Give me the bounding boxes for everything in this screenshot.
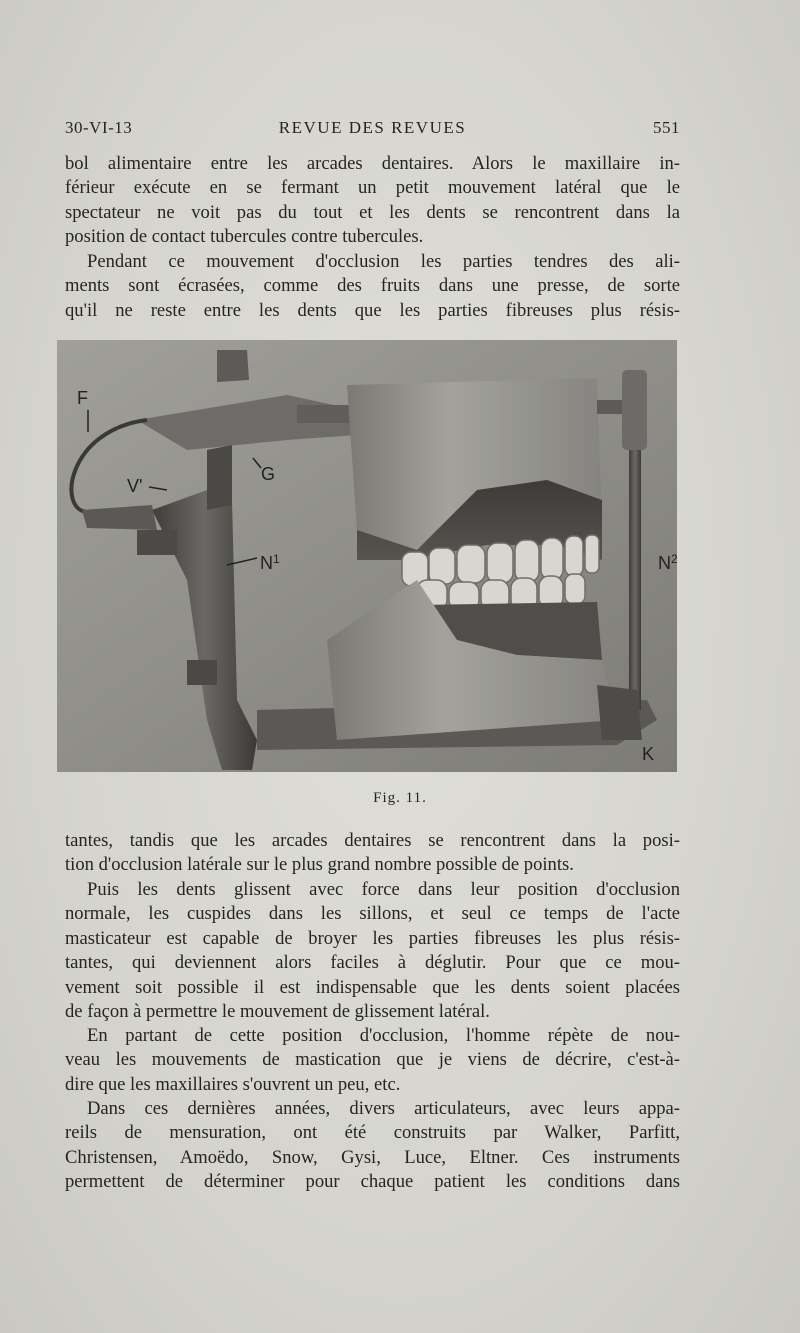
label-n1-letter: N <box>260 553 273 573</box>
text-line: position de contact tubercules contre tubercules. <box>65 226 424 248</box>
tooth <box>585 535 599 573</box>
tooth <box>457 545 485 583</box>
paragraph-2 <box>65 250 680 323</box>
text-line: vement soit possible il est indispensable que les dents soient placées <box>65 976 680 998</box>
text-line: qu'il ne reste entre les dents que les parties fibreuses plus résis- <box>65 299 680 321</box>
text-line: bol alimentaire entre les arcades dentaires. Alors le maxillaire in- <box>65 153 680 174</box>
text-line: Pendant ce mouvement d'occlusion les parties tendres des ali- <box>87 251 680 272</box>
page-number: 551 <box>653 118 680 137</box>
text-line: férieur exécute en se fermant un petit mouvement latéral que le <box>65 177 680 199</box>
text-line: permettent de déterminer pour chaque patient les conditions dans <box>65 1171 680 1193</box>
header-title: REVUE DES REVUES <box>278 118 467 137</box>
text-line: veau les mouvements de mastication que je viens de décrire, c'est-à- <box>65 1049 680 1071</box>
text-line: reils de mensuration, ont été construits par Walker, Parfitt, <box>65 1122 680 1144</box>
text-line: Christensen, Amoëdo, Snow, Gysi, Luce, Eltner. Ces instruments <box>65 1146 680 1168</box>
articulator-figure <box>57 340 677 772</box>
text-line: tion d'occlusion latérale sur le plus grand nombre possible de points. <box>65 854 574 876</box>
tooth <box>565 536 583 576</box>
rod-foot <box>597 685 642 740</box>
paragraph-4 <box>65 878 680 1024</box>
top-screw <box>217 350 249 382</box>
label-v: V' <box>127 476 143 496</box>
side-knob <box>187 660 217 685</box>
text-line: masticateur est capable de broyer les parties fibreuses les plus résis- <box>65 927 680 949</box>
paragraph-3 <box>65 829 680 878</box>
running-header <box>65 118 680 148</box>
label-n2-sup: 2 <box>671 552 678 566</box>
articulator-illustration <box>57 340 677 772</box>
figure-caption: Fig. 11. <box>373 790 427 806</box>
horizontal-rod <box>297 405 352 423</box>
label-f: F <box>77 388 88 408</box>
tooth <box>541 538 563 580</box>
header-date: 30-VI-13 <box>65 118 133 137</box>
text-line: tantes, tandis que les arcades dentaires se rencontrent dans la posi- <box>65 830 680 851</box>
text-line: dire que les maxillaires s'ouvrent un peu, etc. <box>65 1073 401 1095</box>
tooth <box>487 543 513 583</box>
text-line: normale, les cuspides dans les sillons, et seul ce temps de l'acte <box>65 903 680 925</box>
paragraph-6 <box>65 1097 680 1195</box>
label-n2-letter: N <box>658 553 671 573</box>
text-line: ments sont écrasées, comme des fruits dans une presse, de sorte <box>65 275 680 297</box>
condyle-block <box>207 445 232 510</box>
rod-head <box>622 370 647 450</box>
label-k: K <box>642 744 655 764</box>
rod-shaft <box>629 450 641 710</box>
paragraph-1 <box>65 152 680 250</box>
tooth <box>565 574 585 604</box>
text-line: spectateur ne voit pas du tout et les dents se rencontrent dans la <box>65 201 680 223</box>
text-line: Dans ces dernières années, divers articulateurs, avec leurs appa- <box>87 1098 680 1119</box>
tooth <box>515 540 539 582</box>
text-line: Puis les dents glissent avec force dans leur position d'occlusion <box>87 879 680 900</box>
text-line: de façon à permettre le mouvement de glissement latéral. <box>65 1001 490 1023</box>
text-line: En partant de cette position d'occlusion, l'homme répète de nou- <box>87 1025 680 1046</box>
spring-coil <box>137 530 177 555</box>
label-n1-sup: 1 <box>273 552 280 566</box>
tooth <box>429 548 455 584</box>
text-line: tantes, qui deviennent alors faciles à déglutir. Pour que ce mou- <box>65 952 680 974</box>
paragraph-5 <box>65 1024 680 1097</box>
label-g: G <box>261 464 276 484</box>
